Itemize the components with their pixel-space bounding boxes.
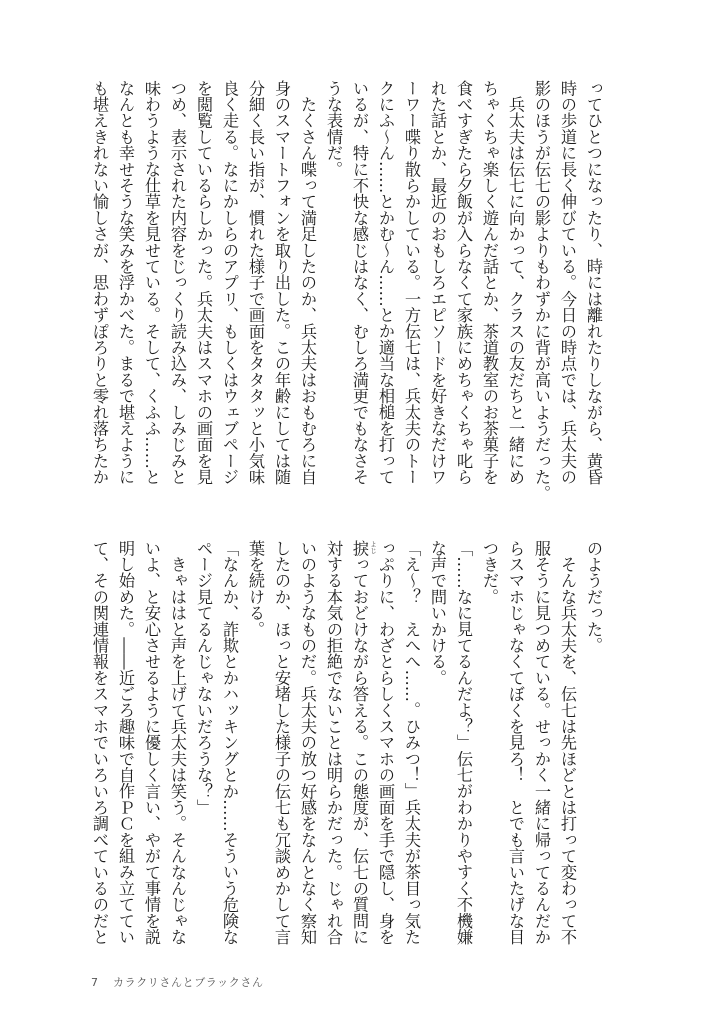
text-column: たくさん喋って満足したのか、兵太夫はおもむろに自: [298, 80, 317, 485]
text-column: を閲覧しているらしかった。兵太夫はスマホの画面を見: [194, 80, 213, 485]
text-column: っぷりに、わざとらしくスマホの画面を手で隠し、身を: [376, 540, 395, 945]
text-column: ってひとつになったり、時には離れたりしながら、黄昏: [584, 80, 603, 485]
text-column: ちゃくちゃ楽しく遊んだ話とか、茶道教室のお茶菓子を: [480, 80, 499, 485]
text-column: 影のほうが伝七の影よりもわずかに背が高いようだった。: [532, 80, 551, 502]
text-column: 服そうに見つめている。せっかく一緒に帰ってるんだか: [532, 540, 551, 945]
text-column: れた話とか、最近のおもしろエピソードを好きなだけワ: [428, 80, 447, 485]
text-column: ーワー喋り散らかしている。一方伝七は、兵太夫のトー: [402, 80, 421, 485]
text-column: ページ見てるんじゃないだろうな？」: [194, 540, 213, 816]
text-column-with-ruby: [346, 540, 377, 946]
text-column: いるが、特に不快な感じはなく、むしろ満更でもなさそ: [350, 80, 369, 485]
ruby-reading: よじ: [369, 541, 377, 554]
text-column: きゃははと声を上げて兵太夫は笑う。そんなんじゃな: [168, 540, 187, 945]
ruby-annotated-kanji: [350, 540, 377, 557]
text-column: 「え〜？ えへへ……。ひみつ！」兵太夫が茶目っ気た: [402, 540, 421, 945]
text-column: も堪えきれない愉しさが、思わずぽろりと零れ落ちたか: [90, 80, 109, 485]
text-column: 「……なに見てるんだよ？」伝七がわかりやすく不機嫌: [454, 540, 473, 945]
text-column: いのようなものだ。兵太夫の放つ好感をなんとなく察知: [298, 540, 317, 945]
text-column: したのか、ほっと安堵した様子の伝七も冗談めかして言: [272, 540, 291, 945]
text-column: そんな兵太夫を、伝七は先ほどとは打って変わって不: [558, 540, 577, 945]
upper-text-block: [86, 80, 606, 502]
text-column: 身のスマートフォンを取り出した。この年齢にしては随: [272, 80, 291, 485]
text-column: 食べすぎたら夕飯が入らなくて家族にめちゃくちゃ叱ら: [454, 80, 473, 485]
text-column: 対する本気の拒絶でないことは明らかだった。じゃれ合: [324, 540, 343, 945]
column-text: っておどけながら答える。この態度が、伝七の質問に: [350, 556, 369, 946]
text-column: 明し始めた。――近ごろ趣味で自作ＰＣを組み立ててい: [116, 540, 135, 945]
text-column: 「なんか、詐欺とかハッキングとか……そういう危険な: [220, 540, 239, 945]
text-column: 葉を続ける。: [246, 540, 265, 638]
lower-text-block: [86, 540, 606, 945]
text-column: なんとも幸せそうな笑みを浮かべた。まるで堪えように: [116, 80, 135, 485]
text-column: 味わうような仕草を見せている。そして、くふふ……と: [142, 80, 161, 485]
text-column: らスマホじゃなくてぼくを見ろ！ とでも言いたげな目: [506, 540, 525, 945]
ruby-base: 捩: [350, 540, 369, 557]
text-column: 分細く長い指が、慣れた様子で画面をタタタッと小気味: [246, 80, 265, 485]
running-title: カラクリさんとブラックさん: [113, 976, 264, 989]
text-column: うな表情だ。: [324, 80, 343, 178]
text-column: クにふ〜ん……とかむ〜ん……とか適当な相槌を打って: [376, 80, 395, 485]
text-column: 時の歩道に長く伸びている。今日の時点では、兵太夫の: [558, 80, 577, 485]
text-column: て、その関連情報をスマホでいろいろ調べているのだと: [90, 540, 109, 945]
text-column: 良く走る。なにかしらのアプリ、もしくはウェブページ: [220, 80, 239, 485]
text-column: な声で問いかける。: [428, 540, 447, 686]
page-number: 7: [91, 976, 98, 989]
page-footer: [91, 975, 264, 991]
text-column: 兵太夫は伝七に向かって、クラスの友だちと一緒にめ: [506, 80, 525, 485]
text-column: いよ、と安心させるように優しく言い、やがて事情を説: [142, 540, 161, 945]
text-column: つきだ。: [480, 540, 499, 605]
text-column: つめ、表示された内容をじっくり読み込み、しみじみと: [168, 80, 187, 485]
text-column: のようだった。: [584, 540, 603, 654]
